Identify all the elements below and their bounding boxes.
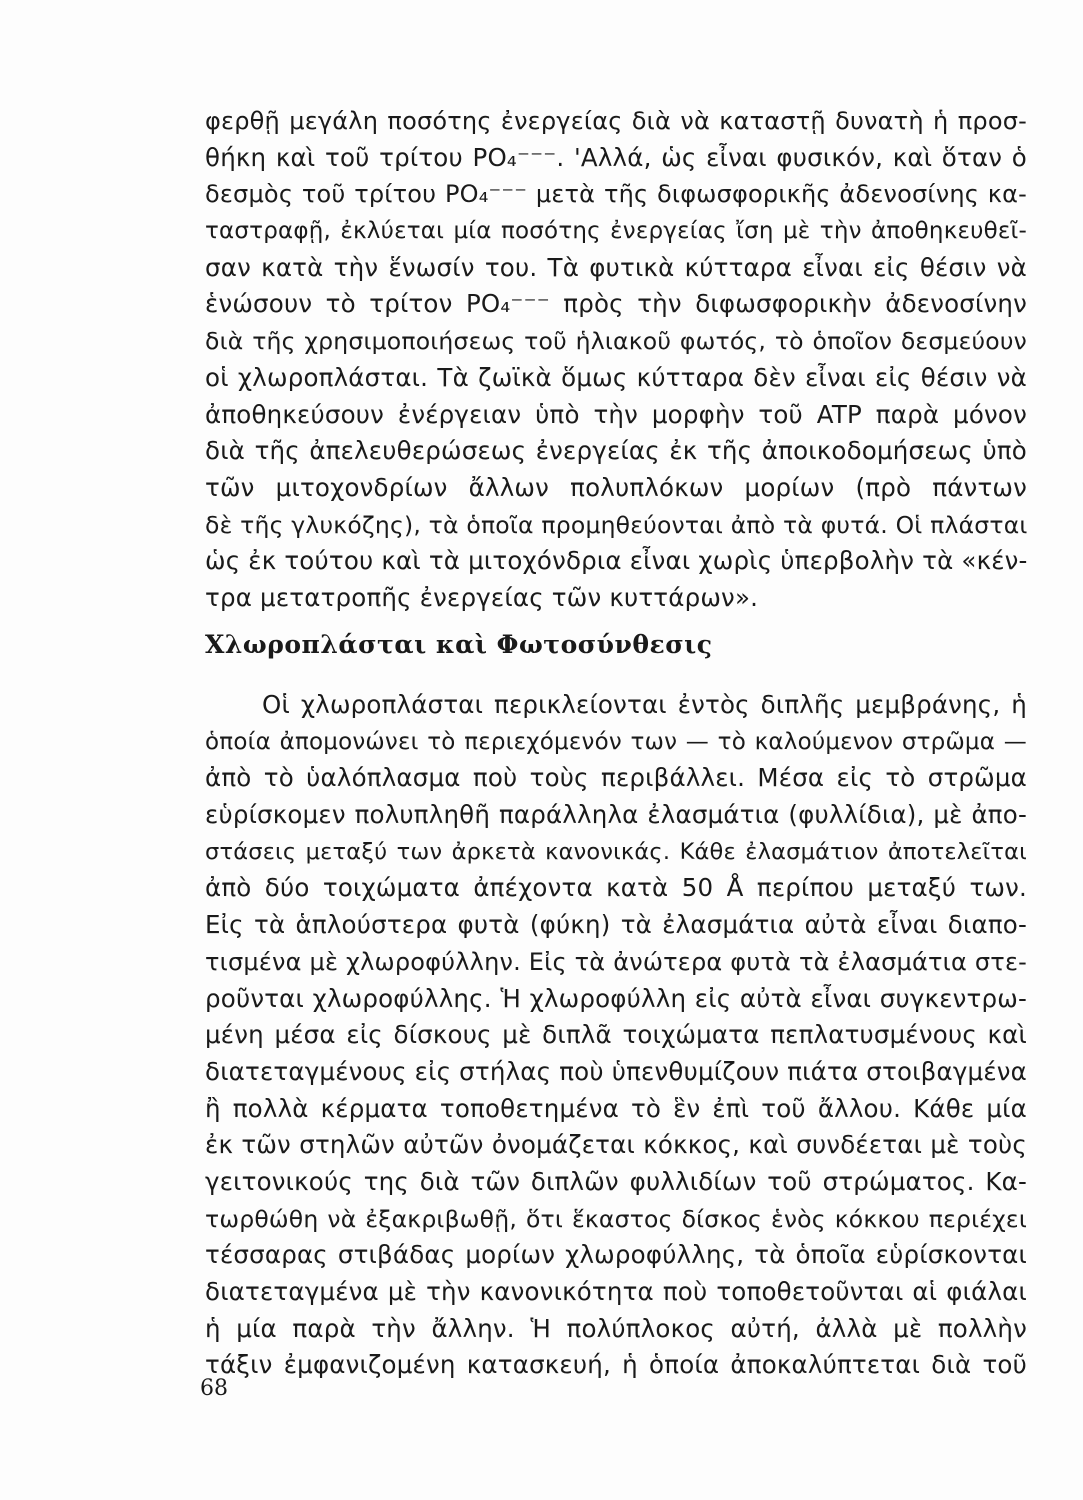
text-line: Εἰς τὰ ἁπλούστερα φυτὰ (φύκη) τὰ ἐλασμάτια αὐτὰ εἶναι διαπο-: [205, 910, 1027, 940]
text-line: ταστραφῇ, ἐκλύεται μία ποσότης ἐνεργείας ἴση μὲ τὴν ἀποθηκευθεῖ-: [205, 218, 1027, 245]
text-line: οἱ χλωροπλάσται. Τὰ ζωϊκὰ ὅμως κύτταρα δὲν εἶναι εἰς θέσιν νὰ: [205, 362, 1027, 392]
text-line: ὁποία ἀπομονώνει τὸ περιεχόμενόν των — τὸ καλούμενον στρῶμα —: [205, 728, 1027, 755]
text-line: δεσμὸς τοῦ τρίτου PO₄⁻⁻⁻ μετὰ τῆς διφωσφορικῆς ἀδενοσίνης κα-: [205, 180, 1027, 209]
paragraph-energy-storage: [205, 103, 1027, 617]
text-line: θήκη καὶ τοῦ τρίτου PO₄⁻⁻⁻. 'Αλλά, ὡς εἶναι φυσικόν, καὶ ὅταν ὁ: [205, 142, 1027, 172]
text-line: τισμένα μὲ χλωροφύλλην. Εἰς τὰ ἀνώτερα φυτὰ τὰ ἐλασμάτια στε-: [205, 947, 1027, 976]
section-heading: Χλωροπλάσται καὶ Φωτοσύνθεσις: [205, 630, 713, 659]
text-line: διὰ τῆς χρησιμοποιήσεως τοῦ ἡλιακοῦ φωτός, τὸ ὁποῖον δεσμεύουν: [205, 327, 1027, 356]
text-line: διατεταγμένα μὲ τὴν κανονικότητα ποὺ τοποθετοῦνται αἱ φιάλαι: [205, 1277, 1027, 1306]
page-number: 68: [200, 1376, 228, 1401]
text-line: διὰ τῆς ἀπελευθερώσεως ἐνεργείας ἐκ τῆς ἀποικοδομήσεως ὑπὸ: [205, 436, 1027, 466]
text-line: σαν κατὰ τὴν ἕνωσίν του. Τὰ φυτικὰ κύτταρα εἶναι εἰς θέσιν νὰ: [205, 252, 1027, 282]
text-line: Οἱ χλωροπλάσται περικλείονται ἐντὸς διπλῆς μεμβράνης, ἡ: [262, 690, 1027, 719]
text-line: ἀπὸ τὸ ὑαλόπλασμα ποὺ τοὺς περιβάλλει. Μέσα εἰς τὸ στρῶμα: [205, 763, 1027, 793]
paragraph-chloroplasts: [205, 687, 1027, 1384]
text-line: δὲ τῆς γλυκόζης), τὰ ὁποῖα προμηθεύονται ἀπὸ τὰ φυτά. Οἱ πλάσται: [205, 510, 1028, 539]
text-line: τρα μετατροπῆς ἐνεργείας τῶν κυττάρων».: [205, 582, 759, 612]
text-line: τάξιν ἐμφανιζομένη κατασκευή, ἡ ὁποία ἀποκαλύπτεται διὰ τοῦ: [205, 1350, 1027, 1380]
text-line: τῶν μιτοχονδρίων ἄλλων πολυπλόκων μορίων (πρὸ πάντων: [205, 472, 1027, 502]
text-line: ἀπὸ δύο τοιχώματα ἀπέχοντα κατὰ 50 Å περίπου μεταξύ των.: [205, 873, 1027, 903]
text-line: τωρθώθη νὰ ἐξακριβωθῇ, ὅτι ἕκαστος δίσκος ἑνὸς κόκκου περιέχει: [205, 1204, 1027, 1233]
text-line: ἢ πολλὰ κέρματα τοποθετημένα τὸ ἓν ἐπὶ τοῦ ἄλλου. Κάθε μία: [205, 1093, 1027, 1123]
text-line: ἐκ τῶν στηλῶν αὐτῶν ὀνομάζεται κόκκος, καὶ συνδέεται μὲ τοὺς: [205, 1130, 1027, 1160]
text-line: τέσσαρας στιβάδας μορίων χλωροφύλλης, τὰ ὁποῖα εὑρίσκονται: [205, 1240, 1027, 1270]
text-line: ὡς ἐκ τούτου καὶ τὰ μιτοχόνδρια εἶναι χωρὶς ὑπερβολὴν τὰ «κέν-: [205, 546, 1028, 576]
text-line: διατεταγμένους εἰς στήλας ποὺ ὑπενθυμίζουν πιάτα στοιβαγμένα: [205, 1056, 1027, 1086]
text-line: φερθῇ μεγάλη ποσότης ἐνεργείας διὰ νὰ καταστῇ δυνατὴ ἡ προσ-: [205, 107, 1027, 135]
text-line: ἡ μία παρὰ τὴν ἄλλην. Ἡ πολύπλοκος αὐτή, ἀλλὰ μὲ πολλὴν: [205, 1313, 1027, 1343]
text-line: γειτονικούς της διὰ τῶν διπλῶν φυλλιδίων τοῦ στρώματος. Κα-: [205, 1166, 1027, 1196]
text-line: ἑνώσουν τὸ τρίτον PO₄⁻⁻⁻ πρὸς τὴν διφωσφορικὴν ἀδενοσίνην: [205, 289, 1027, 319]
text-line: ροῦνται χλωροφύλλης. Ἡ χλωροφύλλη εἰς αὐτὰ εἶναι συγκεντρω-: [205, 983, 1027, 1013]
text-line: μένη μέσα εἰς δίσκους μὲ διπλᾶ τοιχώματα πεπλατυσμένους καὶ: [205, 1020, 1027, 1050]
text-line: εὑρίσκομεν πολυπληθῆ παράλληλα ἐλασμάτια (φυλλίδια), μὲ ἀπο-: [205, 800, 1027, 830]
text-line: στάσεις μεταξύ των ἀρκετὰ κανονικάς. Κάθε ἐλασμάτιον ἀποτελεῖται: [205, 838, 1027, 865]
text-line: ἀποθηκεύσουν ἐνέργειαν ὑπὸ τὴν μορφὴν τοῦ ATP παρὰ μόνον: [205, 399, 1027, 429]
